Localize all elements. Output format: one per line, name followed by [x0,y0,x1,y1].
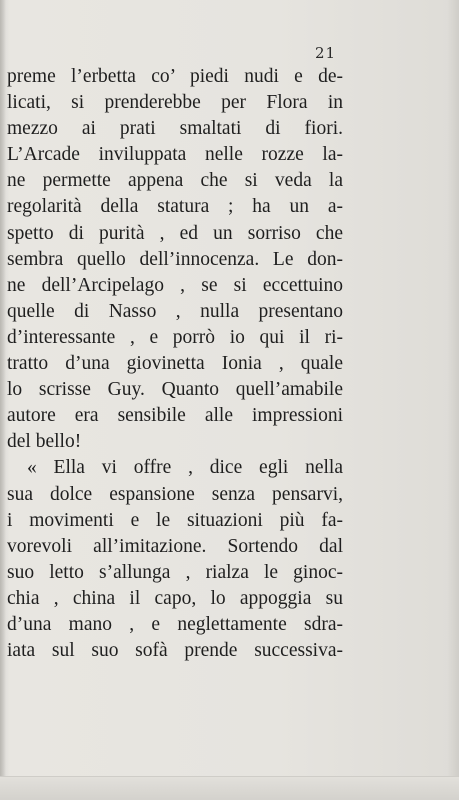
text-line: sembra quello dell’innocenza. Le don- [7,248,343,270]
text-line: spetto di purità , ed un sorriso che [7,222,343,244]
text-line: i movimenti e le situazioni più fa- [7,509,343,531]
text-line: ne dell’Arcipelago , se si eccettuino [7,274,343,296]
text-line: lo scrisse Guy. Quanto quell’amabile [7,379,343,401]
text-line: vorevoli all’imitazione. Sortendo dal [7,535,343,557]
text-line: iata sul suo sofà prende successiva- [7,640,343,662]
text-line: d’una mano , e neglettamente sdra- [7,613,343,635]
page-fold [0,776,459,800]
text-line: mezzo ai prati smaltati di fiori. [7,118,343,140]
page-edge [447,0,459,800]
text-line: quelle di Nasso , nulla presentano [7,300,343,322]
text-line: licati, si prenderebbe per Flora in [7,92,343,114]
text-line: preme l’erbetta co’ piedi nudi e de- [7,66,343,87]
text-line: chia , china il capo, lo appoggia su [7,587,343,609]
text-line: suo letto s’allunga , rialza le ginoc- [7,561,343,583]
text-line: L’Arcade inviluppata nelle rozze la- [7,144,343,166]
text-line: d’interessante , e porrò io qui il ri- [7,326,343,348]
body-text [7,64,343,664]
text-line: sua dolce espansione senza pensarvi, [7,483,343,505]
paragraph-start-line: « Ella vi offre , dice egli nella [27,457,343,479]
text-line: ne permette appena che si veda la [7,170,343,192]
gutter-shadow [0,0,6,800]
page-number: 21 [315,44,337,62]
paragraph-end-line: del bello! [7,431,82,453]
text-line: regolarità della statura ; ha un a- [7,196,343,218]
text-line: tratto d’una giovinetta Ionia , quale [7,353,343,375]
text-line: autore era sensibile alle impressioni [7,405,343,427]
